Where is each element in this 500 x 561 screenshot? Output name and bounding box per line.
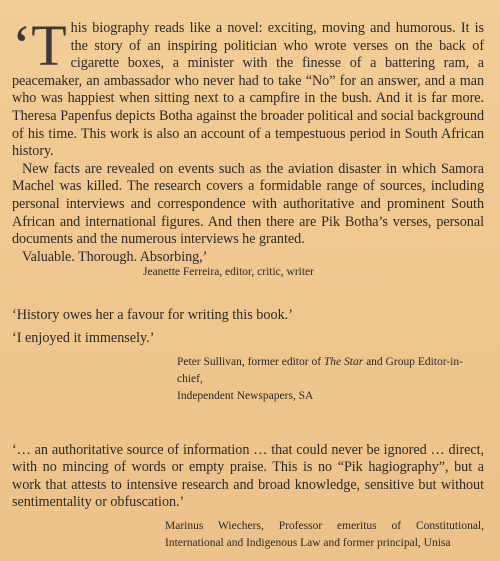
quote-sullivan-line-1: ‘History owes her a favour for writing this book.’ (12, 307, 293, 324)
attribution-ferreira: Jeanette Ferreira, editor, critic, writer (143, 266, 314, 279)
attribution-sullivan-line-2: Independent Newspapers, SA (177, 389, 314, 402)
attribution-sullivan-publication: The Star (323, 355, 364, 368)
quote-sullivan-line-2: ‘I enjoyed it immensely.’ (12, 329, 155, 346)
quote-wiechers-text: ‘… an authoritative source of information … that could never be ignored … direct, with no mincing of words or empty praise. This is no “Pik hagiography”, but a work that attests to intensive research and broad knowledge, sensitive but without sentimentality or obfuscation.’ (12, 441, 484, 511)
review-quote-wiechers (12, 442, 484, 553)
drop-cap: ‘T (12, 13, 67, 78)
quote-paragraph-2: New facts are revealed on events such as the aviation disaster in which Samora Machel was killed. The research covers a formidable range of sources, including personal interviews and correspondence with authoritative and prominent South African and international figures. And then there are Pik Botha’s verses, personal documents and the numerous interviews he granted. (12, 160, 484, 248)
review-quote-sullivan (12, 307, 484, 404)
attribution-sullivan-suffix: and Group Editor-in-chief, (177, 355, 463, 385)
quote-paragraph-1-text: his biography reads like a novel: exciting, moving and humorous. It is the story of an inspiring politician who wrote verses on the back of cigarette boxes, a minister with the finesse of a battering ram, a peacemaker, an ambassador who never had to take “No” for an answer, and a man who was happiest when sitting next to a campfire in the bush. And it is far more. Theresa Papenfus depicts Botha against the broader political and social background of his time. This work is also an account of a tempestuous period in South African history. (12, 20, 484, 160)
quote-paragraph-1 (12, 13, 484, 161)
review-quote-ferreira (12, 13, 484, 279)
attribution-wiechers: Marinus Wiechers, Professor emeritus of Constitutional, International and Indigenous Law and former principal, Unisa (165, 519, 484, 550)
quote-paragraph-3: Valuable. Thorough. Absorbing,’ (22, 248, 208, 265)
attribution-sullivan (12, 354, 484, 405)
attribution-sullivan-prefix: Peter Sullivan, former editor of (177, 355, 324, 368)
